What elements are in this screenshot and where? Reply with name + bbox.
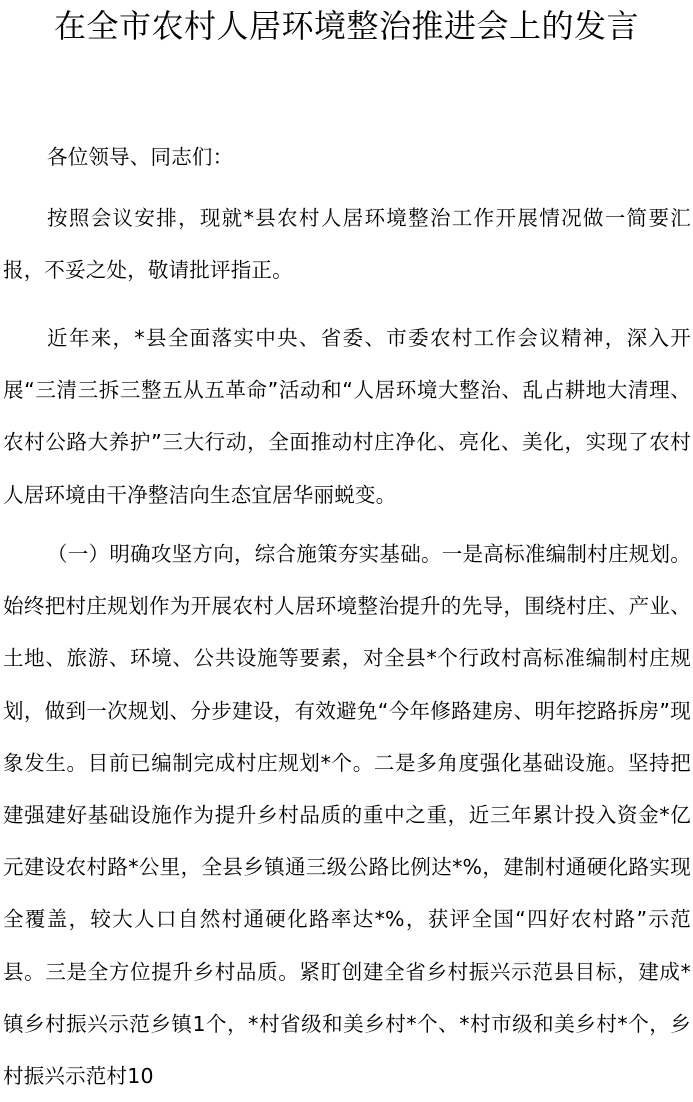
paragraph-background: 近年来，*县全面落实中央、省委、市委农村工作会议精神，深入开展“三清三拆三整五从五革命”活动和“人居环境大整治、乱占耕地大清理、农村公路大养护”三大行动，全面推动村庄净化、亮化、美化，实现了农村人居环境由干净整洁向生态宜居华丽蜕变。 — [3, 326, 691, 507]
document-title: 在全市农村人居环境整治推进会上的发言 — [53, 7, 639, 45]
paragraph-section-one: （一）明确攻坚方向，综合施策夯实基础。一是高标准编制村庄规划。始终把村庄规划作为开展农村人居环境整治提升的先导，围绕村庄、产业、土地、旅游、环境、公共设施等要素，对全县*个行政村高标准编制村庄规划，做到一次规划、分步建设，有效避免“今年修路建房、明年挖路拆房”现象发生。目前已编制完成村庄规划*个。二是多角度强化基础设施。坚持把建强建好基础设施作为提升乡村品质的重中之重，近三年累计投入资金*亿元建设农村路*公里，全县乡镇通三级公路比例达*%，建制村通硬化路实现全覆盖，较大人口自然村通硬化路率达*%，获评全国“四好农村路”示范县。三是全方位提升乡村品质。紧盯创建全省乡村振兴示范县目标，建成*镇乡村振兴示范乡镇1个，*村省级和美乡村*个、*村市级和美乡村*个，乡村振兴示范村10 — [3, 542, 691, 1089]
paragraph-intro: 按照会议安排，现就*县农村人居环境整治工作开展情况做一简要汇报，不妥之处，敬请批评指正。 — [3, 206, 691, 283]
paragraph-salutation: 各位领导、同志们： — [47, 145, 234, 169]
